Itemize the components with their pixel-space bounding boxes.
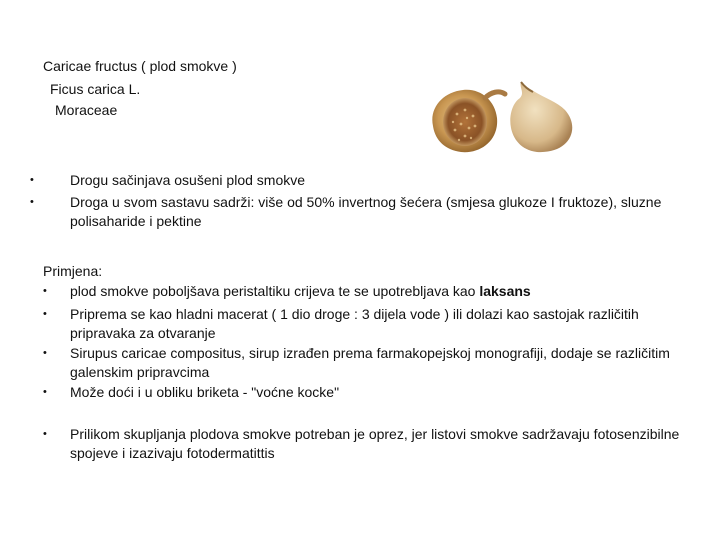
bullet: • bbox=[30, 196, 34, 208]
bullet: • bbox=[43, 428, 47, 440]
list-item bbox=[43, 305, 703, 343]
plant-family: Moraceae bbox=[55, 102, 118, 118]
plant-latin-name: Ficus carica L. bbox=[50, 81, 141, 97]
application-item-1-text: plod smokve poboljšava peristaltiku crijeva te se upotrebljava kao bbox=[70, 283, 480, 299]
application-item-3: Sirupus caricae compositus, sirup izrađen prema farmakopejskoj monografiji, dodaje se različitim galenskim pripravcima bbox=[70, 345, 670, 380]
drug-title: Caricae fructus ( plod smokve ) bbox=[43, 58, 237, 74]
application-heading: Primjena: bbox=[43, 263, 103, 279]
bullet: • bbox=[43, 347, 47, 359]
list-item bbox=[43, 425, 703, 463]
application-item-5: Prilikom skupljanja plodova smokve potreban je oprez, jer listovi smokve sadržavaju fotosenzibilne spojeve i izazivaju fotodermatittis bbox=[70, 426, 680, 461]
list-item bbox=[43, 383, 703, 402]
bullet: • bbox=[30, 174, 34, 186]
bullet: • bbox=[43, 386, 47, 398]
application-item-1 bbox=[70, 282, 703, 301]
description-item-1: Drogu sačinjava osušeni plod smokve bbox=[70, 172, 306, 188]
list-item bbox=[43, 282, 703, 301]
list-item bbox=[30, 171, 700, 190]
bullet: • bbox=[43, 285, 47, 297]
laxative-term: laksans bbox=[479, 283, 531, 299]
dried-fig-image bbox=[425, 78, 585, 158]
application-item-2: Priprema se kao hladni macerat ( 1 dio droge : 3 dijela vode ) ili dolazi kao sastojak različitih pripravaka za otvaranje bbox=[70, 306, 639, 341]
bullet: • bbox=[43, 308, 47, 320]
description-item-2: Droga u svom sastavu sadrži: više od 50% invertnog šećera (smjesa glukoze I fruktoze), sluzne polisaharide i pektine bbox=[70, 194, 662, 229]
list-item bbox=[43, 344, 703, 382]
list-item bbox=[30, 193, 700, 231]
application-item-4: Može doći i u obliku briketa - "voćne kocke" bbox=[70, 384, 340, 400]
